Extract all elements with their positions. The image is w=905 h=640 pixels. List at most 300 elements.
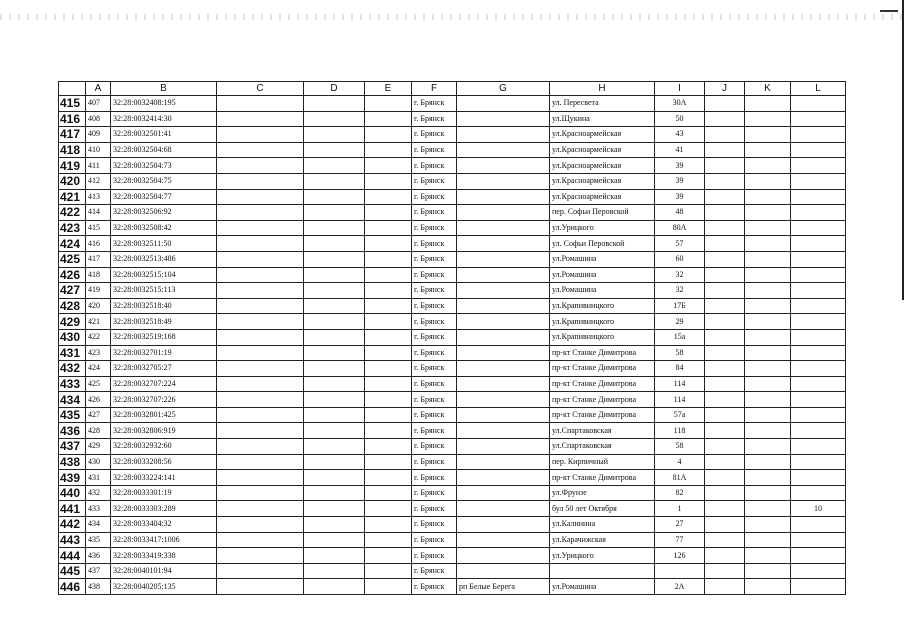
cell-j (705, 142, 745, 158)
cell-d (304, 485, 365, 501)
cell-k (745, 267, 791, 283)
cell-g (457, 470, 550, 486)
row-number: 440 (59, 485, 86, 501)
cell-e (365, 283, 412, 299)
cell-l (791, 470, 846, 486)
cell-l (791, 485, 846, 501)
cell-d (304, 532, 365, 548)
cell-f: г. Брянск (412, 361, 457, 377)
cell-h: пр-кт Станке Димитрова (550, 407, 655, 423)
cell-k (745, 283, 791, 299)
cell-h: пр-кт Станке Димитрова (550, 376, 655, 392)
cell-h: ул.Красноармейская (550, 158, 655, 174)
table-row (59, 298, 846, 314)
cell-c (217, 563, 304, 579)
table-row (59, 267, 846, 283)
table-row (59, 423, 846, 439)
cell-a: 416 (86, 236, 111, 252)
cell-a: 415 (86, 220, 111, 236)
row-number: 418 (59, 142, 86, 158)
cell-d (304, 345, 365, 361)
cell-k (745, 563, 791, 579)
cell-c (217, 470, 304, 486)
cell-c (217, 220, 304, 236)
cell-l (791, 423, 846, 439)
cell-i: 114 (655, 376, 705, 392)
cell-i: 118 (655, 423, 705, 439)
cell-f: г. Брянск (412, 392, 457, 408)
cell-j (705, 329, 745, 345)
table-row (59, 407, 846, 423)
cell-g (457, 127, 550, 143)
cell-e (365, 345, 412, 361)
cell-a: 432 (86, 485, 111, 501)
cell-l (791, 236, 846, 252)
cell-a: 435 (86, 532, 111, 548)
cell-l (791, 96, 846, 112)
cell-j (705, 205, 745, 221)
table-row (59, 563, 846, 579)
cell-i: 77 (655, 532, 705, 548)
cell-k (745, 298, 791, 314)
cell-f: г. Брянск (412, 470, 457, 486)
cell-l (791, 548, 846, 564)
cell-c (217, 251, 304, 267)
cell-e (365, 158, 412, 174)
cell-f: г. Брянск (412, 142, 457, 158)
cell-g (457, 111, 550, 127)
cell-l (791, 205, 846, 221)
cell-i: 15а (655, 329, 705, 345)
cell-b: 32:28:0032801:425 (111, 407, 217, 423)
cell-d (304, 501, 365, 517)
row-number: 437 (59, 439, 86, 455)
cell-g (457, 501, 550, 517)
row-number: 435 (59, 407, 86, 423)
cell-c (217, 517, 304, 533)
cell-j (705, 361, 745, 377)
cell-h: бул 50 лет Октября (550, 501, 655, 517)
table-row (59, 96, 846, 112)
table-row (59, 251, 846, 267)
cell-d (304, 236, 365, 252)
cell-a: 418 (86, 267, 111, 283)
row-number: 433 (59, 376, 86, 392)
cell-g (457, 376, 550, 392)
cell-c (217, 423, 304, 439)
cell-g (457, 361, 550, 377)
cell-c (217, 173, 304, 189)
cell-c (217, 329, 304, 345)
cell-f: г. Брянск (412, 96, 457, 112)
cell-b: 32:28:0032504:73 (111, 158, 217, 174)
cell-g (457, 236, 550, 252)
cell-f: г. Брянск (412, 314, 457, 330)
table-row (59, 127, 846, 143)
cell-c (217, 158, 304, 174)
table-row (59, 548, 846, 564)
cell-a: 426 (86, 392, 111, 408)
table-row (59, 189, 846, 205)
cell-k (745, 329, 791, 345)
row-number: 424 (59, 236, 86, 252)
cell-j (705, 189, 745, 205)
cell-c (217, 111, 304, 127)
cell-b: 32:28:0032701:19 (111, 345, 217, 361)
cell-k (745, 361, 791, 377)
cell-g (457, 563, 550, 579)
cell-k (745, 251, 791, 267)
cell-l (791, 158, 846, 174)
cell-h: пр-кт Станке Димитрова (550, 361, 655, 377)
cell-a: 428 (86, 423, 111, 439)
cell-e (365, 392, 412, 408)
table-row (59, 376, 846, 392)
cell-i: 80А (655, 220, 705, 236)
cell-h: пр-кт Станке Димитрова (550, 392, 655, 408)
cell-j (705, 283, 745, 299)
cell-d (304, 189, 365, 205)
cell-b: 32:28:0032518:40 (111, 298, 217, 314)
cell-c (217, 189, 304, 205)
cell-i: 57а (655, 407, 705, 423)
cell-g (457, 517, 550, 533)
cell-l (791, 329, 846, 345)
cell-k (745, 314, 791, 330)
cell-i: 1 (655, 501, 705, 517)
cell-c (217, 501, 304, 517)
cell-e (365, 251, 412, 267)
row-number: 421 (59, 189, 86, 205)
cell-a: 431 (86, 470, 111, 486)
cell-j (705, 111, 745, 127)
scan-noise-top (0, 14, 905, 20)
cell-c (217, 283, 304, 299)
scan-edge-line (902, 0, 904, 300)
cell-f: г. Брянск (412, 189, 457, 205)
cell-h (550, 563, 655, 579)
cell-b: 32:28:0033404:32 (111, 517, 217, 533)
cell-j (705, 376, 745, 392)
cell-g (457, 251, 550, 267)
cell-a: 438 (86, 579, 111, 595)
cell-a: 422 (86, 329, 111, 345)
cell-l (791, 454, 846, 470)
cell-a: 417 (86, 251, 111, 267)
cell-d (304, 251, 365, 267)
cell-k (745, 454, 791, 470)
table-row (59, 236, 846, 252)
cell-f: г. Брянск (412, 158, 457, 174)
cell-k (745, 579, 791, 595)
cell-d (304, 283, 365, 299)
cell-h: ул.Фрунзе (550, 485, 655, 501)
row-number: 441 (59, 501, 86, 517)
cell-j (705, 579, 745, 595)
cell-k (745, 345, 791, 361)
table-row (59, 439, 846, 455)
cell-k (745, 407, 791, 423)
cell-l (791, 361, 846, 377)
cell-l (791, 563, 846, 579)
cell-j (705, 517, 745, 533)
row-number: 422 (59, 205, 86, 221)
cell-k (745, 189, 791, 205)
table-row (59, 111, 846, 127)
cell-b: 32:28:0032414:30 (111, 111, 217, 127)
cell-h: пр-кт Станке Димитрова (550, 470, 655, 486)
cell-d (304, 298, 365, 314)
cell-c (217, 142, 304, 158)
cell-f: г. Брянск (412, 485, 457, 501)
cell-c (217, 485, 304, 501)
cell-j (705, 501, 745, 517)
cell-k (745, 532, 791, 548)
cell-a: 434 (86, 517, 111, 533)
cell-h: ул.Крапивницкого (550, 329, 655, 345)
column-header: D (304, 82, 365, 96)
cell-h: ул. Пересвета (550, 96, 655, 112)
cell-c (217, 267, 304, 283)
cell-f: г. Брянск (412, 548, 457, 564)
cell-c (217, 548, 304, 564)
cell-a: 425 (86, 376, 111, 392)
cell-j (705, 251, 745, 267)
cell-h: ул.Калинина (550, 517, 655, 533)
cell-b: 32:28:0032707:224 (111, 376, 217, 392)
cell-f: г. Брянск (412, 220, 457, 236)
cell-h: ул.Красноармейская (550, 189, 655, 205)
cell-g (457, 345, 550, 361)
cell-h: ул.Красноармейская (550, 173, 655, 189)
row-number: 430 (59, 329, 86, 345)
cell-h: ул.Спартаковская (550, 423, 655, 439)
cell-h: ул.Урицкого (550, 220, 655, 236)
cell-l (791, 579, 846, 595)
cell-c (217, 236, 304, 252)
cell-b: 32:28:0032518:49 (111, 314, 217, 330)
cell-d (304, 376, 365, 392)
cell-k (745, 205, 791, 221)
cell-j (705, 423, 745, 439)
cell-a: 408 (86, 111, 111, 127)
cell-l (791, 407, 846, 423)
cell-f: г. Брянск (412, 454, 457, 470)
cell-l (791, 127, 846, 143)
cell-b: 32:28:0033301:19 (111, 485, 217, 501)
cell-i: 48 (655, 205, 705, 221)
cell-d (304, 220, 365, 236)
cell-i: 58 (655, 345, 705, 361)
cell-a: 423 (86, 345, 111, 361)
cell-a: 410 (86, 142, 111, 158)
cell-i: 43 (655, 127, 705, 143)
row-number: 445 (59, 563, 86, 579)
row-number: 428 (59, 298, 86, 314)
column-header: F (412, 82, 457, 96)
cell-i (655, 563, 705, 579)
cell-d (304, 470, 365, 486)
cell-g (457, 407, 550, 423)
cell-b: 32:28:0032932:60 (111, 439, 217, 455)
cell-i: 126 (655, 548, 705, 564)
cell-f: г. Брянск (412, 376, 457, 392)
row-number: 427 (59, 283, 86, 299)
cell-i: 114 (655, 392, 705, 408)
cell-k (745, 111, 791, 127)
cell-b: 32:28:0032504:75 (111, 173, 217, 189)
cell-j (705, 392, 745, 408)
cell-b: 32:28:0040205:135 (111, 579, 217, 595)
cell-i: 58 (655, 439, 705, 455)
cell-d (304, 158, 365, 174)
column-header (59, 82, 86, 96)
cell-c (217, 407, 304, 423)
cell-i: 27 (655, 517, 705, 533)
cell-h: ул. Софьи Перовской (550, 236, 655, 252)
cell-l (791, 392, 846, 408)
cell-c (217, 345, 304, 361)
cell-g (457, 283, 550, 299)
cell-g (457, 189, 550, 205)
cell-i: 84 (655, 361, 705, 377)
cell-h: ул.Карачижская (550, 532, 655, 548)
cell-j (705, 532, 745, 548)
cell-g (457, 158, 550, 174)
row-number: 429 (59, 314, 86, 330)
cell-i: 82 (655, 485, 705, 501)
cell-i: 50 (655, 111, 705, 127)
cell-b: 32:28:0033417:1006 (111, 532, 217, 548)
cell-f: г. Брянск (412, 532, 457, 548)
row-number: 426 (59, 267, 86, 283)
column-header: K (745, 82, 791, 96)
cell-g: рп Белые Берега (457, 579, 550, 595)
cell-g (457, 96, 550, 112)
cell-c (217, 376, 304, 392)
cell-a: 419 (86, 283, 111, 299)
cell-h: ул.Щукина (550, 111, 655, 127)
cell-c (217, 96, 304, 112)
cell-c (217, 454, 304, 470)
column-header: G (457, 82, 550, 96)
cell-g (457, 267, 550, 283)
cell-k (745, 142, 791, 158)
table-row (59, 470, 846, 486)
cell-a: 414 (86, 205, 111, 221)
cell-j (705, 439, 745, 455)
column-header: L (791, 82, 846, 96)
table-row (59, 329, 846, 345)
table-row (59, 283, 846, 299)
cell-b: 32:28:0032515:104 (111, 267, 217, 283)
row-number: 446 (59, 579, 86, 595)
table-row (59, 485, 846, 501)
row-number: 439 (59, 470, 86, 486)
cell-d (304, 142, 365, 158)
cell-f: г. Брянск (412, 579, 457, 595)
cell-h: ул.Ромашина (550, 251, 655, 267)
cell-b: 32:28:0032511:50 (111, 236, 217, 252)
table-row (59, 220, 846, 236)
cell-e (365, 127, 412, 143)
row-number: 443 (59, 532, 86, 548)
cell-a: 437 (86, 563, 111, 579)
cell-c (217, 439, 304, 455)
cell-a: 411 (86, 158, 111, 174)
cell-e (365, 407, 412, 423)
cell-c (217, 314, 304, 330)
table-row (59, 158, 846, 174)
cell-d (304, 439, 365, 455)
cell-j (705, 220, 745, 236)
row-number: 434 (59, 392, 86, 408)
column-header: E (365, 82, 412, 96)
cell-i: 81А (655, 470, 705, 486)
cell-i: 32 (655, 283, 705, 299)
cell-b: 32:28:0032504:77 (111, 189, 217, 205)
cell-d (304, 548, 365, 564)
cell-c (217, 579, 304, 595)
cell-f: г. Брянск (412, 563, 457, 579)
cell-h: ул.Урицкого (550, 548, 655, 564)
table-row (59, 532, 846, 548)
cell-k (745, 127, 791, 143)
scan-mark (880, 10, 898, 12)
cell-g (457, 485, 550, 501)
cell-g (457, 454, 550, 470)
cell-h: ул.Красноармейская (550, 127, 655, 143)
table-row (59, 454, 846, 470)
cell-l (791, 111, 846, 127)
cell-f: г. Брянск (412, 127, 457, 143)
cell-j (705, 127, 745, 143)
cell-j (705, 548, 745, 564)
table-row (59, 392, 846, 408)
cell-a: 433 (86, 501, 111, 517)
cell-j (705, 470, 745, 486)
cell-f: г. Брянск (412, 251, 457, 267)
cell-h: пр-кт Станке Димитрова (550, 345, 655, 361)
cell-e (365, 267, 412, 283)
cell-k (745, 96, 791, 112)
cell-b: 32:28:0033208:56 (111, 454, 217, 470)
cell-a: 424 (86, 361, 111, 377)
cell-k (745, 236, 791, 252)
cell-k (745, 423, 791, 439)
cell-d (304, 329, 365, 345)
cell-b: 32:28:0032408:195 (111, 96, 217, 112)
cell-a: 409 (86, 127, 111, 143)
cell-e (365, 517, 412, 533)
cell-c (217, 392, 304, 408)
table-row (59, 142, 846, 158)
cell-d (304, 407, 365, 423)
cell-e (365, 470, 412, 486)
cell-l (791, 189, 846, 205)
cell-e (365, 205, 412, 221)
cell-a: 427 (86, 407, 111, 423)
row-number: 444 (59, 548, 86, 564)
row-number: 432 (59, 361, 86, 377)
cell-f: г. Брянск (412, 329, 457, 345)
cell-e (365, 298, 412, 314)
cell-l (791, 517, 846, 533)
cell-i: 39 (655, 189, 705, 205)
row-number: 442 (59, 517, 86, 533)
table-row (59, 361, 846, 377)
cell-g (457, 329, 550, 345)
